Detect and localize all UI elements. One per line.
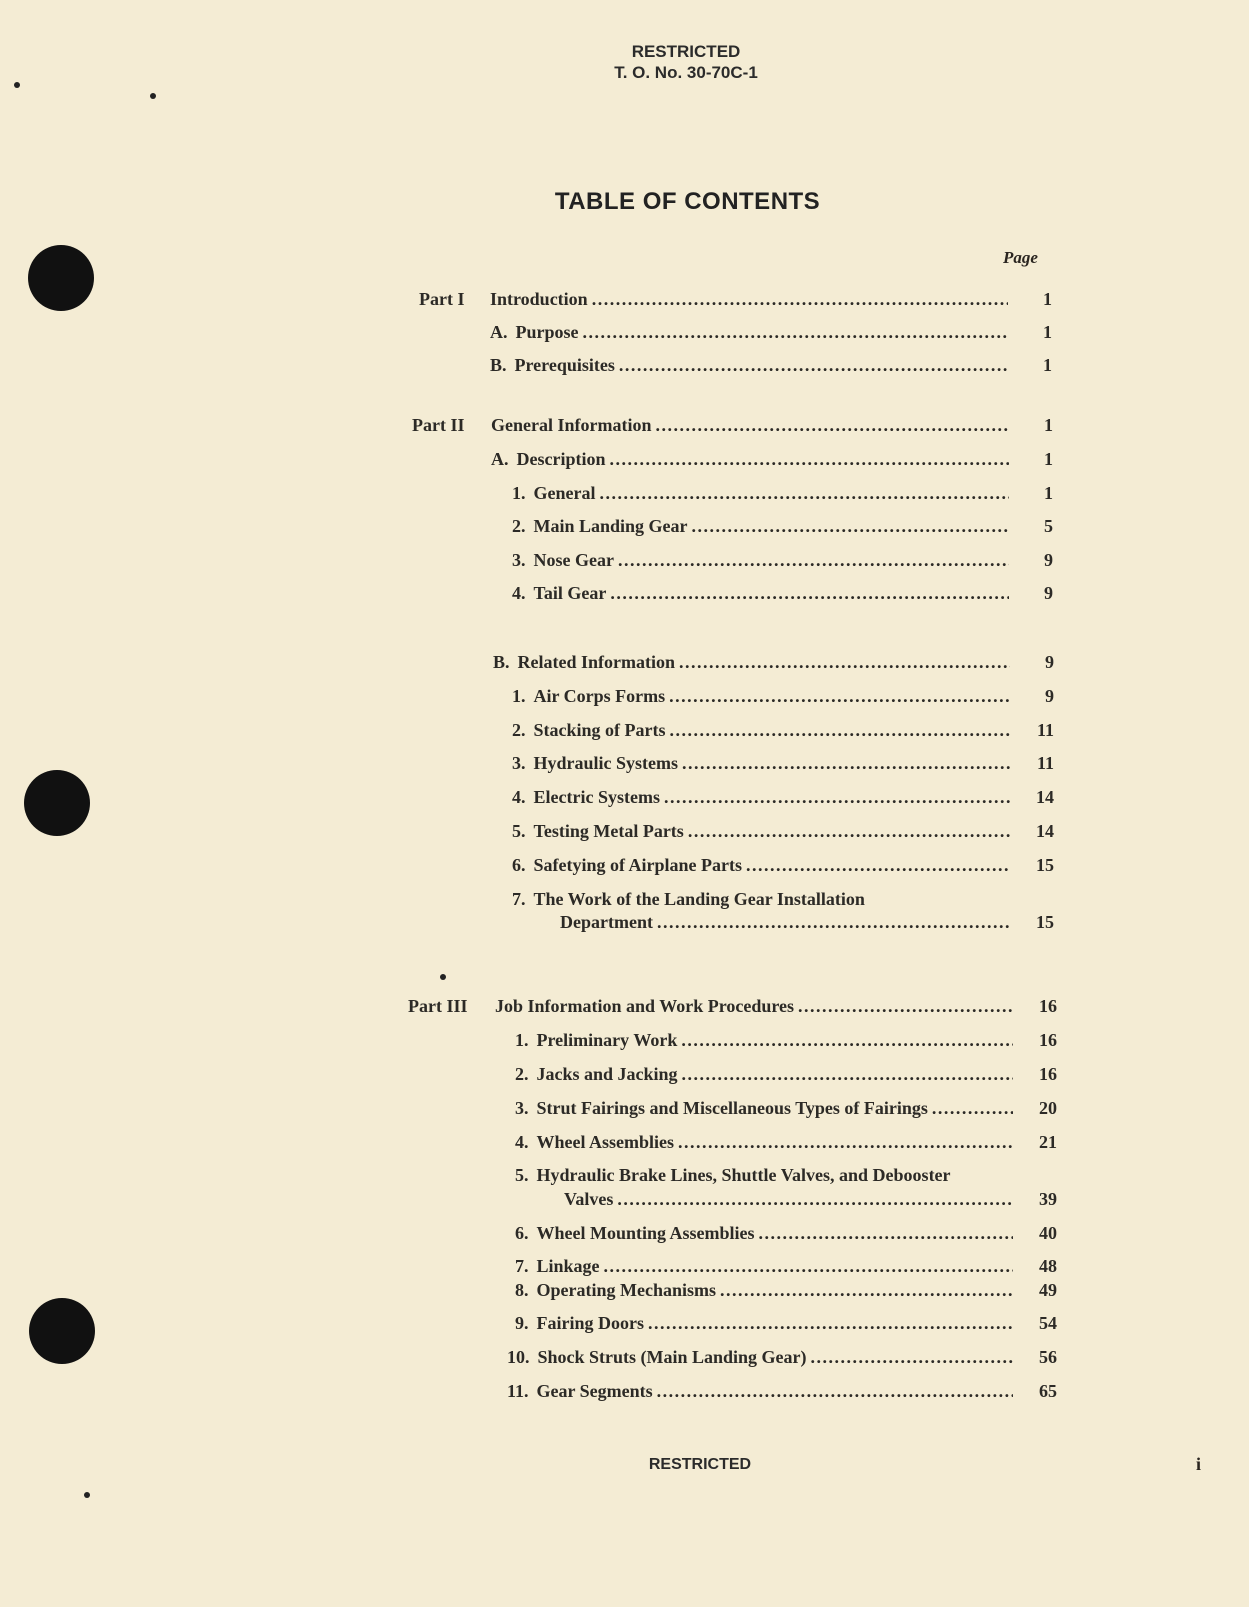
leader-dots: [648, 1313, 1013, 1334]
leader-dots: [720, 1280, 1013, 1301]
leader-dots: [932, 1098, 1013, 1119]
toc-entry[interactable]: [512, 550, 1053, 571]
page-column-label: Page: [1003, 248, 1038, 267]
toc-entry-page: 9: [1044, 583, 1053, 603]
toc-entry-number: 9.: [515, 1313, 529, 1333]
toc-entry-page: 9: [1044, 550, 1053, 570]
toc-entry-label-continued: Department: [560, 912, 653, 932]
toc-entry[interactable]: [560, 912, 1054, 933]
leader-dots: [657, 1381, 1013, 1402]
toc-entry-page: 65: [1039, 1381, 1057, 1401]
toc-entry[interactable]: [515, 1256, 1057, 1277]
toc-entry-number: 10.: [507, 1347, 530, 1367]
toc-entry-page: 9: [1045, 652, 1054, 672]
toc-entry-page: 1: [1044, 415, 1053, 435]
speck: [440, 974, 446, 980]
toc-entry-label: Tail Gear: [533, 583, 607, 603]
toc-entry-label: Operating Mechanisms: [536, 1280, 716, 1300]
toc-entry-label: Description: [516, 449, 606, 469]
toc-entry-page: 15: [1036, 855, 1054, 875]
toc-entry-number: 5.: [515, 1165, 529, 1185]
toc-entry-label: Stacking of Parts: [533, 720, 666, 740]
toc-entry-first-line[interactable]: [512, 889, 865, 910]
toc-entry-label: Hydraulic Systems: [533, 753, 679, 773]
leader-dots: [682, 753, 1010, 774]
toc-entry-page: 9: [1045, 686, 1054, 706]
toc-entry-number: 7.: [515, 1256, 529, 1276]
toc-entry-number: 3.: [515, 1098, 529, 1118]
toc-entry[interactable]: [512, 720, 1054, 741]
toc-entry[interactable]: [512, 583, 1053, 604]
toc-entry-number: 6.: [515, 1223, 529, 1243]
toc-entry-label: Related Information: [517, 652, 675, 672]
toc-entry-page: 1: [1044, 483, 1053, 503]
leader-dots: [798, 996, 1013, 1017]
toc-entry-label: Main Landing Gear: [533, 516, 688, 536]
leader-dots: [610, 449, 1010, 470]
toc-entry-page: 21: [1039, 1132, 1057, 1152]
leader-dots: [583, 322, 1009, 343]
toc-entry[interactable]: [515, 1223, 1057, 1244]
toc-entry-page: 16: [1039, 1064, 1057, 1084]
leader-dots: [746, 855, 1010, 876]
leader-dots: [657, 912, 1010, 933]
toc-entry-label: Preliminary Work: [536, 1030, 678, 1050]
toc-entry[interactable]: [507, 1381, 1057, 1402]
toc-entry-page: 16: [1039, 1030, 1057, 1050]
toc-entry-number: 11.: [507, 1381, 529, 1401]
toc-entry-page: 1: [1043, 355, 1052, 375]
toc-entry-number: 5.: [512, 821, 526, 841]
toc-entry-number: 1.: [515, 1030, 529, 1050]
leader-dots: [670, 720, 1011, 741]
leader-dots: [679, 652, 1010, 673]
toc-entry[interactable]: [491, 449, 1053, 470]
binder-hole-middle: [24, 770, 90, 836]
toc-entry-page: 48: [1039, 1256, 1057, 1276]
toc-entry[interactable]: [515, 1030, 1057, 1051]
leader-dots: [599, 483, 1009, 504]
toc-entry[interactable]: [512, 516, 1053, 537]
toc-entry-number: 6.: [512, 855, 526, 875]
toc-entry[interactable]: [490, 289, 1052, 310]
toc-entry-number: 2.: [515, 1064, 529, 1084]
leader-dots: [604, 1256, 1013, 1277]
toc-entry-page: 5: [1044, 516, 1053, 536]
toc-entry-page: 54: [1039, 1313, 1057, 1333]
toc-entry-number: B.: [493, 652, 510, 672]
leader-dots: [692, 516, 1009, 537]
part-label: Part III: [408, 996, 468, 1016]
toc-entry-label: Job Information and Work Procedures: [495, 996, 795, 1016]
toc-entry-label: Wheel Mounting Assemblies: [536, 1223, 755, 1243]
toc-entry-page: 16: [1039, 996, 1057, 1016]
toc-entry-number: A.: [490, 322, 508, 342]
toc-entry[interactable]: [491, 415, 1053, 436]
toc-entry-label: General: [533, 483, 596, 503]
binder-hole-top: [28, 245, 94, 311]
toc-entry-page: 1: [1043, 322, 1052, 342]
leader-dots: [664, 787, 1010, 808]
binder-hole-bottom: [29, 1298, 95, 1364]
part-label: Part II: [412, 415, 465, 435]
toc-entry-number: 4.: [512, 787, 526, 807]
toc-entry[interactable]: [493, 652, 1054, 673]
speck: [150, 93, 156, 99]
toc-entry-label: Linkage: [536, 1256, 600, 1276]
toc-entry-number: 4.: [512, 583, 526, 603]
header-restricted: RESTRICTED: [631, 42, 741, 61]
toc-entry-number: B.: [490, 355, 507, 375]
toc-entry[interactable]: [512, 821, 1054, 842]
toc-entry-page: 11: [1036, 753, 1054, 773]
toc-entry-page: 15: [1036, 912, 1054, 932]
toc-entry-number: 2.: [512, 720, 526, 740]
toc-entry[interactable]: [515, 1313, 1057, 1334]
leader-dots: [592, 289, 1008, 310]
speck: [84, 1492, 90, 1498]
toc-entry-page: 40: [1039, 1223, 1057, 1243]
toc-entry-label: The Work of the Landing Gear Installation: [533, 889, 865, 909]
toc-entry-label: Strut Fairings and Miscellaneous Types of Fairings: [536, 1098, 928, 1118]
toc-entry-number: 4.: [515, 1132, 529, 1152]
toc-entry-label: Safetying of Airplane Parts: [533, 855, 742, 875]
toc-entry-label: Electric Systems: [533, 787, 660, 807]
toc-entry-label: Gear Segments: [536, 1381, 653, 1401]
leader-dots: [655, 415, 1009, 436]
toc-entry-page: 14: [1036, 821, 1054, 841]
toc-entry[interactable]: [512, 787, 1054, 808]
page-title: TABLE OF CONTENTS: [554, 188, 821, 215]
toc-entry-label: Prerequisites: [514, 355, 615, 375]
toc-entry-page: 1: [1044, 449, 1053, 469]
toc-entry-number: 7.: [512, 889, 526, 909]
toc-entry[interactable]: [512, 753, 1054, 774]
toc-entry[interactable]: [490, 355, 1052, 376]
toc-entry-number: 3.: [512, 753, 526, 773]
leader-dots: [669, 686, 1010, 707]
toc-entry[interactable]: [515, 1098, 1057, 1119]
toc-entry-number: 2.: [512, 516, 526, 536]
footer-restricted: RESTRICTED: [648, 1456, 752, 1473]
toc-entry-first-line[interactable]: [515, 1165, 951, 1186]
toc-entry-number: 1.: [512, 686, 526, 706]
toc-entry-label: Jacks and Jacking: [536, 1064, 678, 1084]
toc-entry[interactable]: [515, 1064, 1057, 1085]
toc-entry-number: A.: [491, 449, 509, 469]
leader-dots: [619, 355, 1008, 376]
leader-dots: [618, 550, 1009, 571]
toc-entry[interactable]: [512, 855, 1054, 876]
toc-entry-label: Testing Metal Parts: [533, 821, 684, 841]
toc-entry-label: Introduction: [490, 289, 588, 309]
toc-entry-label: Purpose: [515, 322, 579, 342]
toc-entry-page: 39: [1039, 1189, 1057, 1209]
toc-entry-page: 56: [1039, 1347, 1057, 1367]
toc-entry-number: 1.: [512, 483, 526, 503]
toc-entry[interactable]: [512, 483, 1053, 504]
leader-dots: [759, 1223, 1013, 1244]
toc-entry-label: Nose Gear: [533, 550, 614, 570]
leader-dots: [681, 1030, 1013, 1051]
toc-entry-label: Fairing Doors: [536, 1313, 644, 1333]
toc-entry-label: Air Corps Forms: [533, 686, 666, 706]
toc-entry-label: Shock Struts (Main Landing Gear): [537, 1347, 807, 1367]
page-folio: i: [1196, 1454, 1202, 1474]
part-label: Part I: [419, 289, 465, 309]
toc-entry[interactable]: [515, 1280, 1057, 1301]
toc-entry-number: 8.: [515, 1280, 529, 1300]
leader-dots: [688, 821, 1010, 842]
toc-entry-page: 11: [1036, 720, 1054, 740]
leader-dots: [811, 1347, 1013, 1368]
toc-entry-page: 14: [1036, 787, 1054, 807]
header-to-number: T. O. No. 30-70C-1: [614, 63, 758, 82]
toc-entry-label: General Information: [491, 415, 652, 435]
leader-dots: [610, 583, 1009, 604]
toc-entry[interactable]: [507, 1347, 1057, 1368]
toc-entry-page: 20: [1039, 1098, 1057, 1118]
toc-entry-label: Hydraulic Brake Lines, Shuttle Valves, and Debooster: [536, 1165, 951, 1185]
toc-entry-label: Wheel Assemblies: [536, 1132, 674, 1152]
toc-entry-number: 3.: [512, 550, 526, 570]
leader-dots: [678, 1132, 1013, 1153]
toc-entry-label-continued: Valves: [564, 1189, 614, 1209]
leader-dots: [682, 1064, 1013, 1085]
toc-entry-page: 1: [1043, 289, 1052, 309]
toc-entry[interactable]: [515, 1132, 1057, 1153]
toc-entry[interactable]: [490, 322, 1052, 343]
toc-entry[interactable]: [564, 1189, 1057, 1210]
toc-entry[interactable]: [512, 686, 1054, 707]
toc-entry-page: 49: [1039, 1280, 1057, 1300]
toc-entry[interactable]: [495, 996, 1057, 1017]
leader-dots: [617, 1189, 1013, 1210]
